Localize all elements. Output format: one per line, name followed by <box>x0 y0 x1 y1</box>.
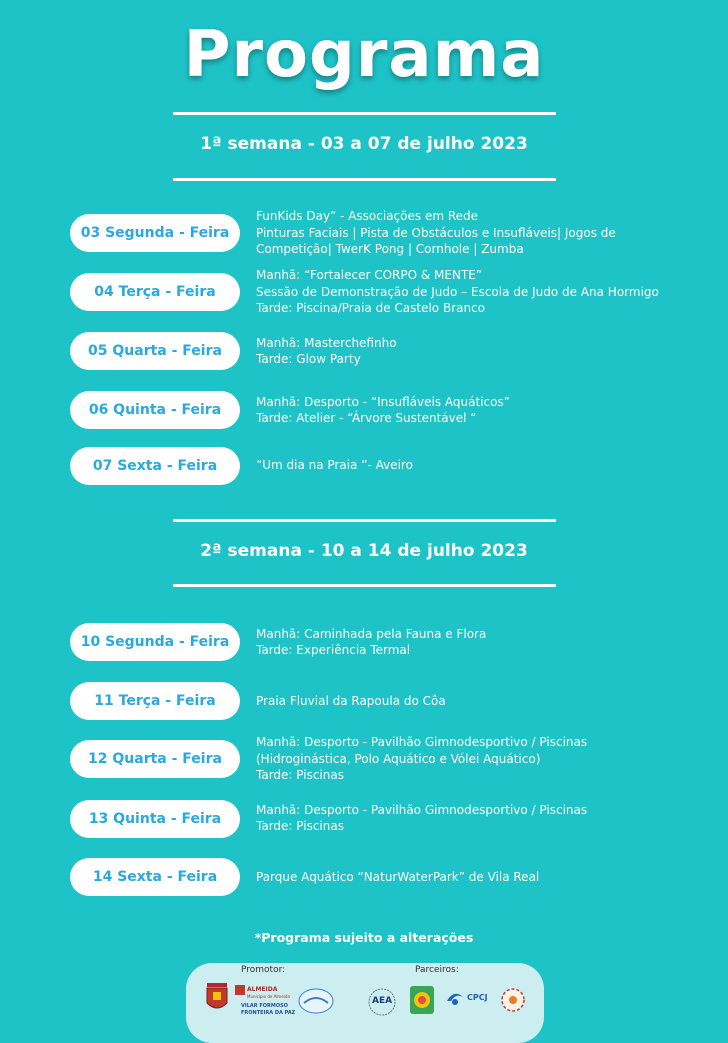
day-pill: 10 Segunda - Feira <box>70 623 240 661</box>
vilar-formoso-line2: FRONTEIRA DA PAZ <box>241 1010 296 1016</box>
promotor-label: Promotor: <box>241 965 286 975</box>
day-description: FunKids Day” - Associações em Rede Pinturas Faciais | Pista de Obstáculos e Insufláveis| Jogos de Competição| TwerK Pong | Cornhole | Zumba <box>256 209 616 257</box>
day-pill: 07 Sexta - Feira <box>70 447 240 485</box>
day-description: “Um dia na Praia ”- Aveiro <box>256 457 413 472</box>
day-pill: 14 Sexta - Feira <box>70 858 240 896</box>
day-pill: 11 Terça - Feira <box>70 682 240 720</box>
partner-flag-logo-icon <box>409 985 435 1015</box>
parceiros-label: Parceiros: <box>415 965 459 975</box>
almeida-logo-icon <box>235 985 245 995</box>
divider <box>173 519 556 522</box>
day-description: Manhã: Desporto - “Insufláveis Aquáticos” Tarde: Atelier - “Árvore Sustentável “ <box>256 394 510 425</box>
day-pill: 03 Segunda - Feira <box>70 214 240 252</box>
day-pill: 13 Quinta - Feira <box>70 800 240 838</box>
day-description: Parque Aquático “NaturWaterPark” de Vila Real <box>256 869 540 884</box>
day-description: Manhã: Masterchefinho Tarde: Glow Party <box>256 335 397 366</box>
almeida-subtitle: Município de Almeida <box>247 994 290 999</box>
divider <box>173 112 556 115</box>
cpcj-swirl-icon <box>444 989 466 1009</box>
divider <box>173 178 556 181</box>
day-pill: 04 Terça - Feira <box>70 273 240 311</box>
almeida-coat-of-arms-icon <box>204 981 230 1017</box>
aea-text: AEA <box>372 996 393 1006</box>
week-2-heading: 2ª semana - 10 a 14 de julho 2023 <box>200 541 528 561</box>
day-description: Manhã: Desporto - Pavilhão Gimnodesportivo / Piscinas (Hidroginástica, Polo Aquático e Vólei Aquático) Tarde: Piscinas <box>256 735 588 783</box>
day-pill: 05 Quarta - Feira <box>70 332 240 370</box>
day-description: Manhã: Desporto - Pavilhão Gimnodesportivo / Piscinas Tarde: Piscinas <box>256 802 588 833</box>
almeida-name: ALMEIDA <box>247 986 278 993</box>
week-1-heading: 1ª semana - 03 a 07 de julho 2023 <box>200 134 528 154</box>
cpcj-text: CPCJ <box>467 993 488 1002</box>
day-description: Manhã: Caminhada pela Fauna e Flora Tarde: Experiência Termal <box>256 626 487 657</box>
sponsors-footer <box>186 963 544 1043</box>
disclaimer-note: *Programa sujeito a alterações <box>254 930 474 945</box>
partner-mosaic-logo-icon <box>500 986 526 1014</box>
day-pill: 06 Quinta - Feira <box>70 391 240 429</box>
day-description: Manhã: “Fortalecer CORPO & MENTE” Sessão de Demonstração de Judo – Escola de Judo de Ana Hormigo Tarde: Piscina/Praia de Castelo Branco <box>256 268 659 316</box>
page-title: Programa <box>183 18 545 92</box>
day-pill: 12 Quarta - Feira <box>70 740 240 778</box>
partner-circle-logo-icon <box>298 987 334 1015</box>
vilar-formoso-line1: VILAR FORMOSO <box>241 1003 288 1009</box>
divider <box>173 584 556 587</box>
day-description: Praia Fluvial da Rapoula do Côa <box>256 693 446 708</box>
